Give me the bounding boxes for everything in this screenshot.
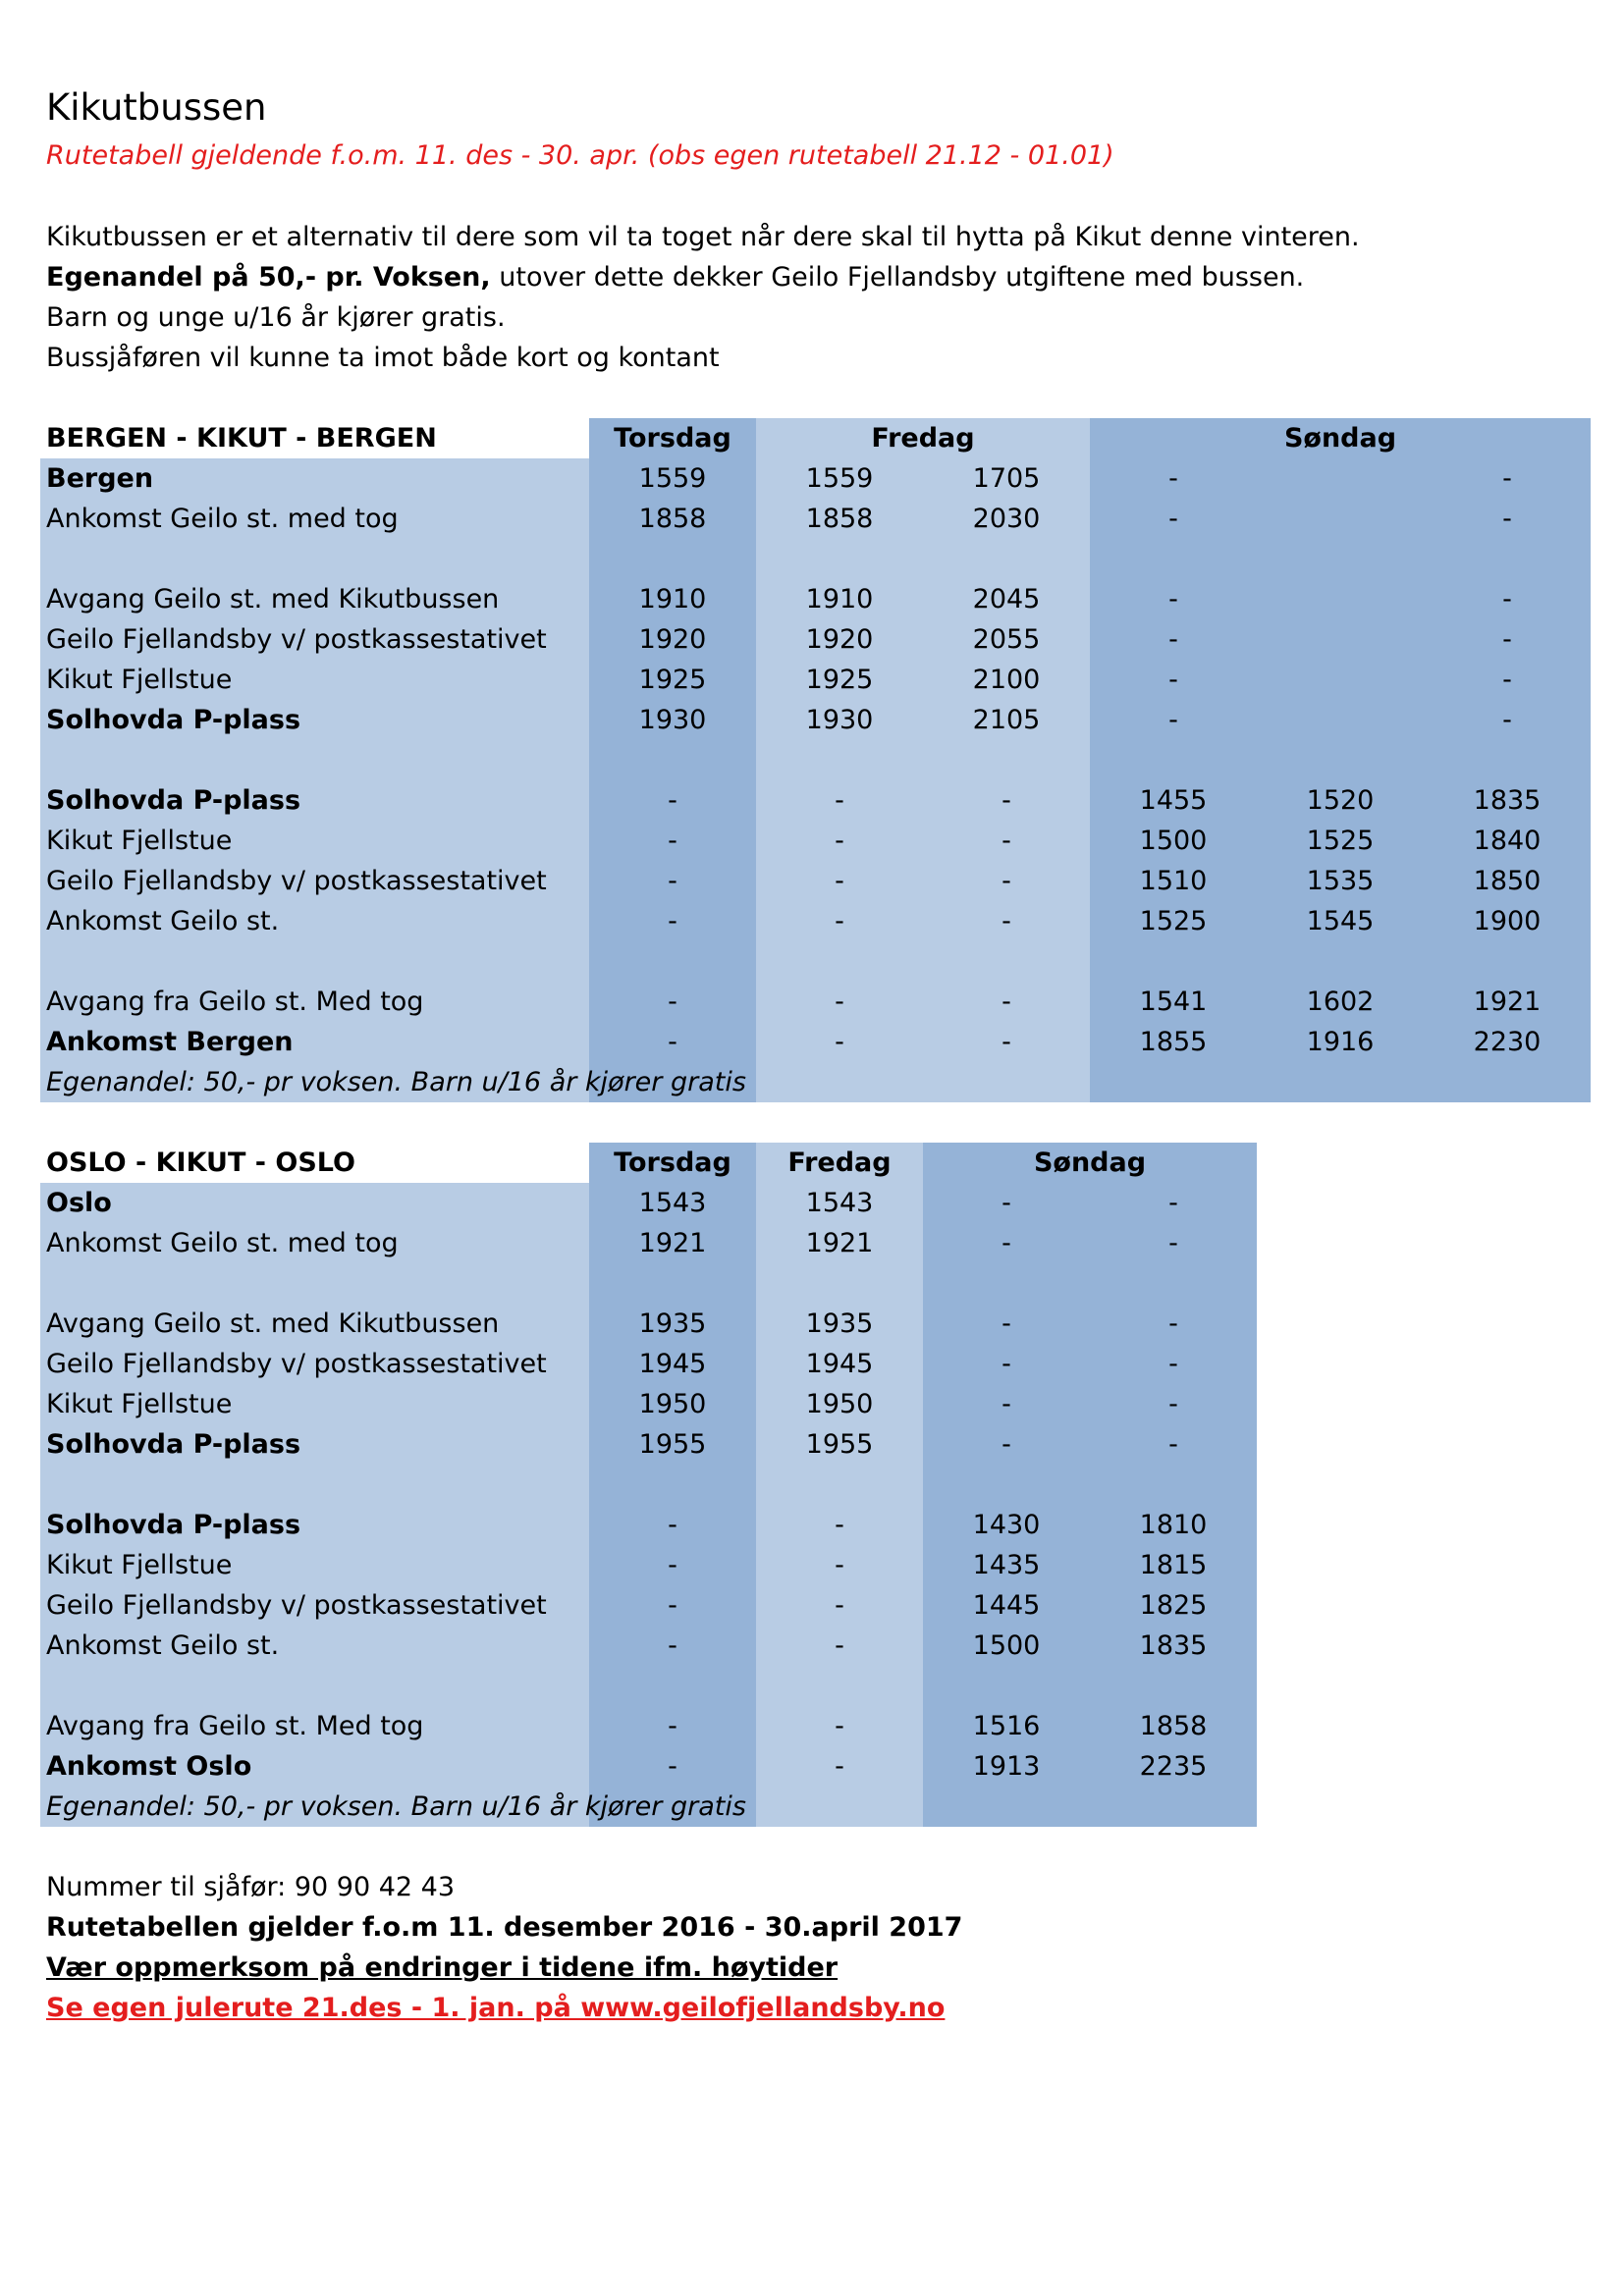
intro-line-2-rest: utover dette dekker Geilo Fjellandsby utgiftene med bussen.	[490, 262, 1305, 293]
intro-line-3: Barn og unge u/16 år kjører gratis.	[46, 302, 506, 333]
bergen-row	[40, 579, 1592, 619]
bergen-time-cell: 1520	[1306, 785, 1375, 816]
bergen-time-cell: -	[1001, 987, 1011, 1017]
oslo-row	[40, 1223, 1258, 1263]
oslo-time-cell: 1543	[805, 1188, 874, 1218]
bergen-time-cell: 2100	[972, 665, 1041, 695]
oslo-time-cell: -	[668, 1711, 677, 1741]
bergen-time-cell: -	[1001, 826, 1011, 856]
oslo-row	[40, 1344, 1258, 1384]
bergen-time-cell: 1850	[1473, 866, 1542, 896]
bergen-time-cell: 1921	[1473, 987, 1542, 1017]
oslo-time-cell: -	[1168, 1349, 1178, 1379]
oslo-time-cell: 1955	[805, 1429, 874, 1460]
bergen-time-cell: -	[835, 1027, 844, 1057]
bergen-row-label: Solhovda P-plass	[46, 705, 301, 735]
bergen-time-cell: 1525	[1139, 906, 1208, 936]
bergen-time-cell: -	[835, 785, 844, 816]
oslo-time-cell: -	[1001, 1188, 1011, 1218]
bergen-row-label: Kikut Fjellstue	[46, 826, 233, 856]
oslo-time-cell: -	[668, 1751, 677, 1782]
bergen-time-cell: -	[1168, 463, 1178, 494]
bergen-time-cell: 1535	[1306, 866, 1375, 896]
oslo-time-cell: -	[835, 1711, 844, 1741]
oslo-time-cell: -	[1001, 1389, 1011, 1419]
oslo-time-cell: -	[668, 1590, 677, 1621]
bergen-time-cell: 1925	[638, 665, 707, 695]
bergen-time-cell: -	[668, 987, 677, 1017]
bergen-time-cell: -	[1502, 463, 1512, 494]
bergen-heading: BERGEN - KIKUT - BERGEN	[46, 423, 437, 454]
validity-text: Rutetabellen gjelder f.o.m 11. desember 2016 - 30.april 2017	[46, 1912, 963, 1943]
bergen-time-cell: 1510	[1139, 866, 1208, 896]
bergen-time-cell: 1910	[805, 584, 874, 614]
oslo-row-label: Ankomst Geilo st.	[46, 1630, 280, 1661]
bergen-time-cell: 2230	[1473, 1027, 1542, 1057]
oslo-time-cell: 1500	[972, 1630, 1041, 1661]
oslo-row	[40, 1183, 1258, 1223]
oslo-time-cell: -	[835, 1550, 844, 1580]
oslo-time-cell: -	[1168, 1429, 1178, 1460]
oslo-row	[40, 1384, 1258, 1424]
bergen-time-cell: -	[668, 866, 677, 896]
bergen-time-cell: 1455	[1139, 785, 1208, 816]
bergen-row-label: Geilo Fjellandsby v/ postkassestativet	[46, 866, 547, 896]
oslo-time-cell: 1935	[638, 1308, 707, 1339]
oslo-time-cell: 1825	[1139, 1590, 1208, 1621]
bergen-time-cell: 1930	[805, 705, 874, 735]
oslo-time-cell: 1921	[638, 1228, 707, 1258]
oslo-time-cell: 1935	[805, 1308, 874, 1339]
bergen-row	[40, 1022, 1592, 1062]
bergen-time-cell: -	[1502, 665, 1512, 695]
bergen-time-cell: 2105	[972, 705, 1041, 735]
bergen-time-cell: 1920	[638, 624, 707, 655]
driver-phone: Nummer til sjåfør: 90 90 42 43	[46, 1872, 455, 1902]
oslo-time-cell: 1913	[972, 1751, 1041, 1782]
oslo-time-cell: -	[1168, 1228, 1178, 1258]
bergen-time-cell: 1705	[972, 463, 1041, 494]
oslo-timetable	[40, 1143, 1258, 1827]
bergen-row	[40, 821, 1592, 861]
oslo-time-cell: 1543	[638, 1188, 707, 1218]
oslo-heading: OSLO - KIKUT - OSLO	[46, 1148, 355, 1178]
bergen-time-cell: 1930	[638, 705, 707, 735]
bergen-time-cell: -	[1168, 584, 1178, 614]
bergen-row	[40, 660, 1592, 700]
bergen-time-cell: -	[1001, 785, 1011, 816]
bergen-row	[40, 619, 1592, 660]
bergen-row	[40, 780, 1592, 821]
bergen-time-cell: 1925	[805, 665, 874, 695]
bergen-row-label: Ankomst Geilo st.	[46, 906, 280, 936]
bergen-row-label: Avgang Geilo st. med Kikutbussen	[46, 584, 500, 614]
intro-line-4: Bussjåføren vil kunne ta imot både kort og kontant	[46, 343, 720, 373]
bergen-time-cell: 1559	[638, 463, 707, 494]
bergen-time-cell: -	[1001, 1027, 1011, 1057]
bergen-time-cell: 1545	[1306, 906, 1375, 936]
oslo-row	[40, 1746, 1258, 1787]
bergen-time-cell: -	[1168, 705, 1178, 735]
oslo-time-cell: -	[668, 1550, 677, 1580]
oslo-time-cell: -	[1168, 1389, 1178, 1419]
oslo-time-cell: -	[835, 1510, 844, 1540]
bergen-time-cell: -	[668, 1027, 677, 1057]
bergen-time-cell: -	[835, 866, 844, 896]
oslo-time-cell: -	[1001, 1308, 1011, 1339]
page-title: Kikutbussen	[46, 86, 267, 129]
bergen-row	[40, 700, 1592, 740]
bergen-timetable	[40, 418, 1592, 1102]
bergen-time-cell: 2045	[972, 584, 1041, 614]
bergen-row-label: Geilo Fjellandsby v/ postkassestativet	[46, 624, 547, 655]
bergen-row	[40, 499, 1592, 539]
oslo-time-cell: -	[1168, 1188, 1178, 1218]
christmas-route-link[interactable]: Se egen julerute 21.des - 1. jan. på www.geilofjellandsby.no	[46, 1993, 946, 2023]
bergen-time-cell: 1858	[805, 504, 874, 534]
oslo-time-cell: -	[1001, 1228, 1011, 1258]
bergen-row	[40, 458, 1592, 499]
oslo-header-row	[40, 1143, 1258, 1183]
bergen-time-cell: 1835	[1473, 785, 1542, 816]
bergen-time-cell: -	[1502, 504, 1512, 534]
bergen-row-label: Ankomst Geilo st. med tog	[46, 504, 399, 534]
bergen-time-cell: 1541	[1139, 987, 1208, 1017]
bergen-time-cell: -	[1168, 665, 1178, 695]
intro-line-2-bold: Egenandel på 50,- pr. Voksen,	[46, 262, 491, 293]
bergen-header-row	[40, 418, 1592, 458]
oslo-row	[40, 1304, 1258, 1344]
oslo-time-cell: 1858	[1139, 1711, 1208, 1741]
bergen-time-cell: 1910	[638, 584, 707, 614]
oslo-note: Egenandel: 50,- pr voksen. Barn u/16 år kjører gratis	[46, 1791, 746, 1822]
oslo-time-cell: -	[835, 1630, 844, 1661]
bergen-time-cell: -	[1001, 866, 1011, 896]
oslo-row	[40, 1545, 1258, 1585]
bergen-time-cell: -	[1168, 504, 1178, 534]
bergen-time-cell: -	[668, 785, 677, 816]
bergen-time-cell: 1916	[1306, 1027, 1375, 1057]
oslo-row	[40, 1505, 1258, 1545]
oslo-time-cell: 1435	[972, 1550, 1041, 1580]
oslo-time-cell: 1945	[805, 1349, 874, 1379]
bergen-time-cell: -	[835, 987, 844, 1017]
bergen-time-cell: 1900	[1473, 906, 1542, 936]
oslo-time-cell: 1921	[805, 1228, 874, 1258]
bergen-time-cell: 1920	[805, 624, 874, 655]
oslo-time-cell: 1835	[1139, 1630, 1208, 1661]
bergen-col-sondag: Søndag	[1283, 423, 1397, 454]
oslo-row-label: Geilo Fjellandsby v/ postkassestativet	[46, 1590, 547, 1621]
oslo-time-cell: 1815	[1139, 1550, 1208, 1580]
bergen-time-cell: -	[668, 906, 677, 936]
oslo-time-cell: -	[835, 1751, 844, 1782]
intro-line-2	[46, 257, 1304, 297]
oslo-time-cell: 1950	[805, 1389, 874, 1419]
holiday-warning: Vær oppmerksom på endringer i tidene ifm. høytider	[46, 1952, 839, 1983]
oslo-time-cell: 1516	[972, 1711, 1041, 1741]
bergen-row-label: Ankomst Bergen	[46, 1027, 294, 1057]
bergen-time-cell: 1840	[1473, 826, 1542, 856]
oslo-row	[40, 1585, 1258, 1626]
oslo-row-label: Avgang Geilo st. med Kikutbussen	[46, 1308, 500, 1339]
bergen-row	[40, 861, 1592, 901]
bergen-time-cell: 2030	[972, 504, 1041, 534]
bergen-time-cell: 1602	[1306, 987, 1375, 1017]
oslo-row-label: Kikut Fjellstue	[46, 1550, 233, 1580]
bergen-row	[40, 901, 1592, 941]
bergen-time-cell: 1858	[638, 504, 707, 534]
bergen-row-label: Avgang fra Geilo st. Med tog	[46, 987, 424, 1017]
oslo-time-cell: -	[1001, 1349, 1011, 1379]
oslo-row-label: Ankomst Geilo st. med tog	[46, 1228, 399, 1258]
oslo-col-sondag: Søndag	[1033, 1148, 1147, 1178]
bergen-time-cell: -	[835, 826, 844, 856]
bergen-time-cell: 1559	[805, 463, 874, 494]
oslo-row-label: Solhovda P-plass	[46, 1510, 301, 1540]
oslo-time-cell: -	[668, 1630, 677, 1661]
oslo-time-cell: -	[668, 1510, 677, 1540]
oslo-row-label: Solhovda P-plass	[46, 1429, 301, 1460]
bergen-row-label: Kikut Fjellstue	[46, 665, 233, 695]
oslo-row-label: Geilo Fjellandsby v/ postkassestativet	[46, 1349, 547, 1379]
intro-line-1: Kikutbussen er et alternativ til dere som vil ta toget når dere skal til hytta på Kikut denne vinteren.	[46, 222, 1360, 252]
subtitle: Rutetabell gjeldende f.o.m. 11. des - 30. apr. (obs egen rutetabell 21.12 - 01.01)	[46, 140, 1114, 171]
oslo-row	[40, 1706, 1258, 1746]
bergen-time-cell: 1525	[1306, 826, 1375, 856]
bergen-row-label: Solhovda P-plass	[46, 785, 301, 816]
oslo-row-label: Ankomst Oslo	[46, 1751, 252, 1782]
oslo-row-label: Avgang fra Geilo st. Med tog	[46, 1711, 424, 1741]
oslo-time-cell: 1955	[638, 1429, 707, 1460]
oslo-time-cell: 1950	[638, 1389, 707, 1419]
bergen-row	[40, 982, 1592, 1022]
oslo-time-cell: -	[835, 1590, 844, 1621]
bergen-row-label: Bergen	[46, 463, 154, 494]
oslo-time-cell: 1945	[638, 1349, 707, 1379]
oslo-time-cell: 1430	[972, 1510, 1041, 1540]
bergen-time-cell: -	[835, 906, 844, 936]
oslo-col-fredag: Fredag	[787, 1148, 892, 1178]
bergen-time-cell: 1855	[1139, 1027, 1208, 1057]
oslo-row	[40, 1424, 1258, 1465]
oslo-time-cell: 1810	[1139, 1510, 1208, 1540]
oslo-time-cell: -	[1001, 1429, 1011, 1460]
oslo-time-cell: -	[1168, 1308, 1178, 1339]
oslo-row-label: Oslo	[46, 1188, 112, 1218]
oslo-row	[40, 1626, 1258, 1666]
oslo-col-torsdag: Torsdag	[614, 1148, 731, 1178]
bergen-time-cell: 1500	[1139, 826, 1208, 856]
bergen-note: Egenandel: 50,- pr voksen. Barn u/16 år kjører gratis	[46, 1067, 746, 1097]
bergen-time-cell: 2055	[972, 624, 1041, 655]
bergen-col-fredag: Fredag	[871, 423, 975, 454]
bergen-time-cell: -	[668, 826, 677, 856]
bergen-time-cell: -	[1502, 705, 1512, 735]
bergen-time-cell: -	[1502, 584, 1512, 614]
bergen-time-cell: -	[1001, 906, 1011, 936]
oslo-time-cell: 2235	[1139, 1751, 1208, 1782]
bergen-time-cell: -	[1168, 624, 1178, 655]
bergen-time-cell: -	[1502, 624, 1512, 655]
oslo-time-cell: 1445	[972, 1590, 1041, 1621]
oslo-row-label: Kikut Fjellstue	[46, 1389, 233, 1419]
bergen-col-torsdag: Torsdag	[614, 423, 731, 454]
